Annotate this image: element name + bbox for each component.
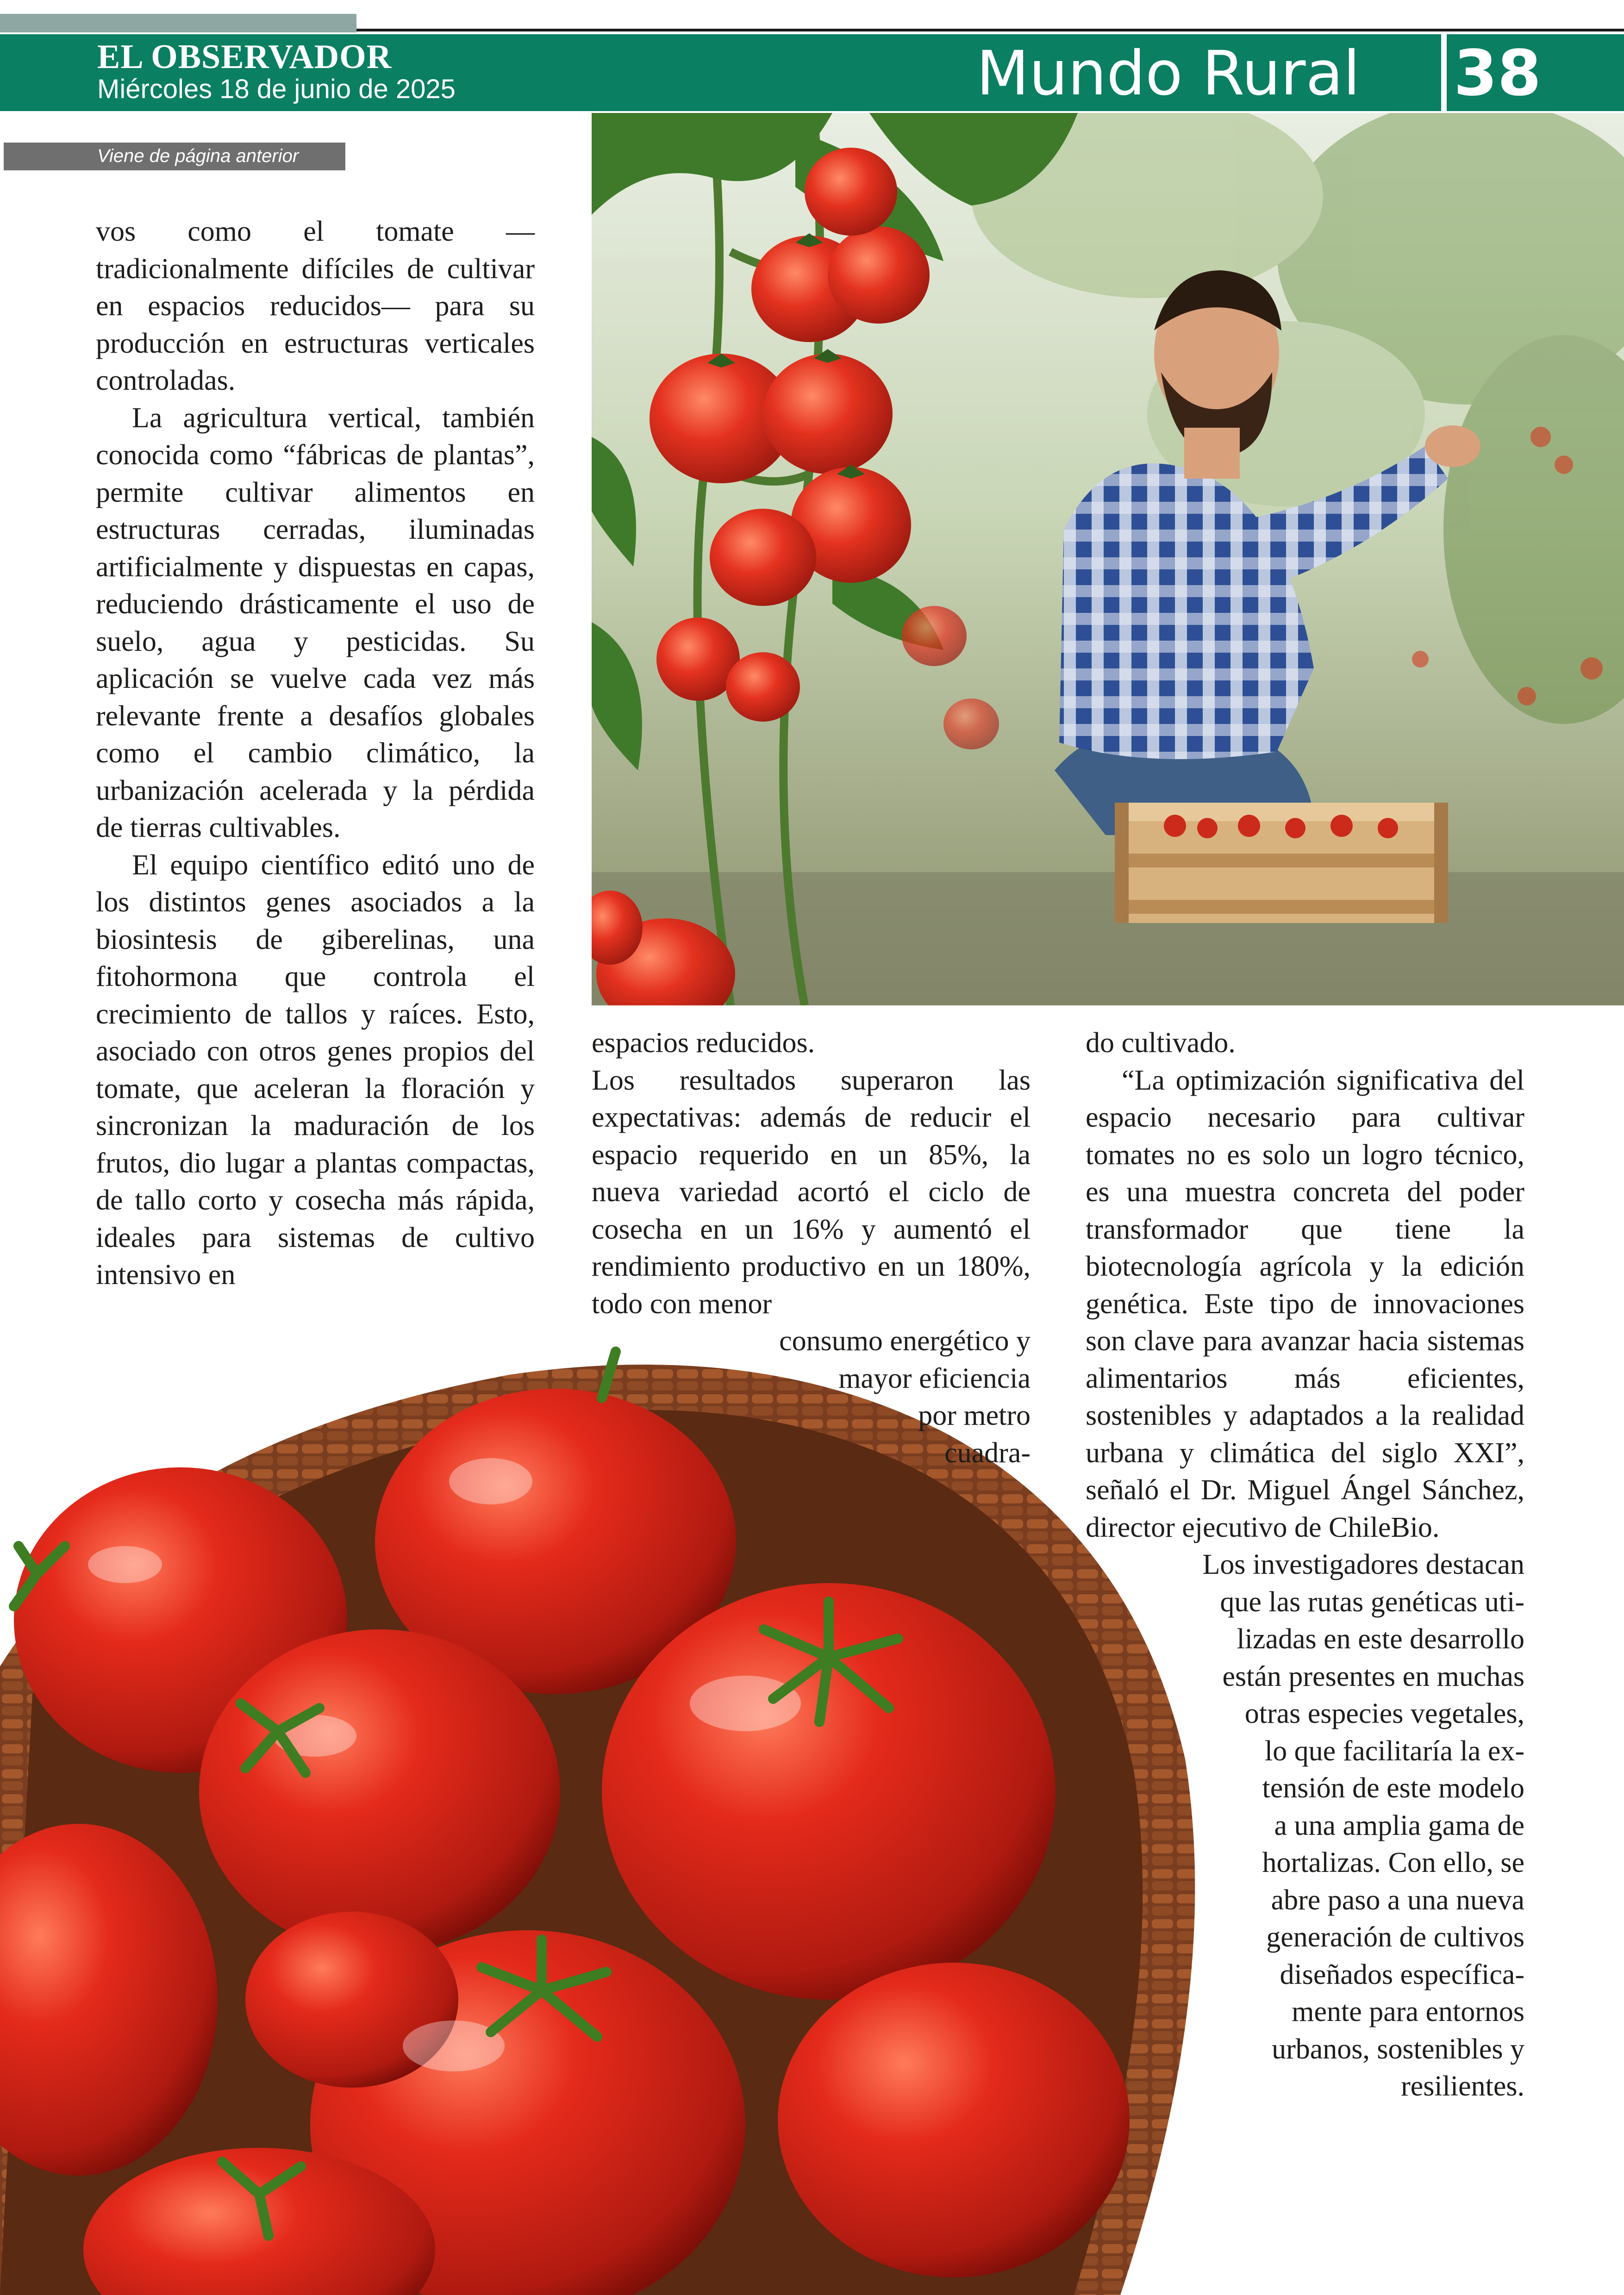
col1-paragraph-1: vos como el tomate —tradicionalmente difíciles de cultivar en espacios reducidos— para su producción en estructuras verticales controladas.: [96, 216, 535, 396]
issue-date: Miércoles 18 de junio de 2025: [97, 74, 456, 104]
col3-tail-line: diseñados específica-: [1280, 1958, 1524, 1990]
article-column-2: [592, 1024, 1031, 1472]
col3-tail-line: lizadas en este desarrollo: [1237, 1623, 1524, 1655]
header-rule: [356, 29, 1624, 31]
col2-tail-line: consumo energético y: [779, 1325, 1031, 1357]
col3-tail-line: están presentes en muchas: [1222, 1660, 1524, 1692]
col3-tail-line: mente para entornos: [1292, 1996, 1524, 2027]
col3-tail-line: resilientes.: [1401, 2070, 1524, 2102]
col3-tail-line: generación de cultivos: [1266, 1921, 1524, 1953]
col2-tail-line: por metro: [918, 1400, 1031, 1431]
section-title: Mundo Rural: [976, 38, 1360, 109]
col3-wrapped-tail: [1086, 1546, 1524, 2105]
col2-paragraph-1: espacios reducidos.: [592, 1027, 815, 1059]
tomato-basket-photo: [0, 1342, 1250, 2295]
col3-tail-line: a una amplia gama de: [1274, 1809, 1524, 1841]
col3-tail-line: Los investigadores destacan: [1202, 1549, 1524, 1580]
col2-paragraph-2: Los resultados superaron las expectativas: además de reducir el espacio requerido en un 85%, la nueva variedad acortó el ciclo de cosecha en un 16% y aumentó el rendimiento productivo en un 180%, todo con menor: [592, 1064, 1031, 1320]
article-column-3: [1086, 1024, 1524, 2105]
col3-tail-line: que las rutas genéticas uti-: [1220, 1586, 1524, 1618]
col3-tail-line: hortalizas. Con ello, se: [1262, 1847, 1524, 1878]
continuation-tag-text: Viene de página anterior: [97, 146, 299, 166]
col2-wrapped-tail: [592, 1322, 1031, 1472]
farmer-greenhouse-photo: [592, 113, 1624, 1005]
header-tab-decoration: [0, 14, 356, 32]
col2-tail-line: cuadra-: [944, 1437, 1031, 1469]
col1-paragraph-3: El equipo científico editó uno de los distintos genes asociados a la biosintesis de giberelinas, una fitohormona que controla el crecimiento de tallos y raíces. Esto, asociado con otros genes propios del tomate, que aceleran la floración y sincronizan la maduración de los frutos, dio lugar a plantas compactas, de tallo corto y cosecha más rápida, ideales para sistemas de cultivo intensivo en: [96, 849, 535, 1291]
article-column-1: [96, 213, 535, 1294]
col3-tail-line: urbanos, sostenibles y: [1272, 2033, 1524, 2065]
col2-tail-line: mayor eficiencia: [838, 1362, 1031, 1394]
newspaper-name: EL OBSERVADOR: [97, 38, 392, 76]
col3-tail-line: abre paso a una nueva: [1271, 1884, 1524, 1916]
col3-tail-line: tensión de este modelo: [1262, 1772, 1524, 1804]
col3-paragraph-1: do cultivado.: [1086, 1027, 1236, 1059]
header-separator: [1441, 34, 1447, 111]
col3-tail-line: otras especies vegetales,: [1244, 1698, 1524, 1729]
col3-paragraph-2: “La optimización significativa del espacio necesario para cultivar tomates no es solo un logro técnico, es una muestra concreta del poder transformador que tiene la biotecnología agrícola y la edición genética. Este tipo de innovaciones son clave para avanzar hacia sistemas alimentarios más eficientes, sostenibles y adaptados a la realidad urbana y climática del siglo XXI”, señaló el Dr. Miguel Ángel Sánchez, director ejecutivo de ChileBio.: [1086, 1064, 1524, 1543]
col3-tail-line: lo que facilitaría la ex-: [1264, 1735, 1524, 1767]
col1-paragraph-2: La agricultura vertical, también conocida como “fábricas de plantas”, permite cultivar alimentos en estructuras cerradas, iluminadas artificialmente y dispuestas en capas, reduciendo drásticamente el uso de suelo, agua y pesticidas. Su aplicación se vuelve cada vez más relevante frente a desafíos globales como el cambio climático, la urbanización acelerada y la pérdida de tierras cultivables.: [96, 402, 535, 843]
page-number: 38: [1454, 37, 1542, 110]
